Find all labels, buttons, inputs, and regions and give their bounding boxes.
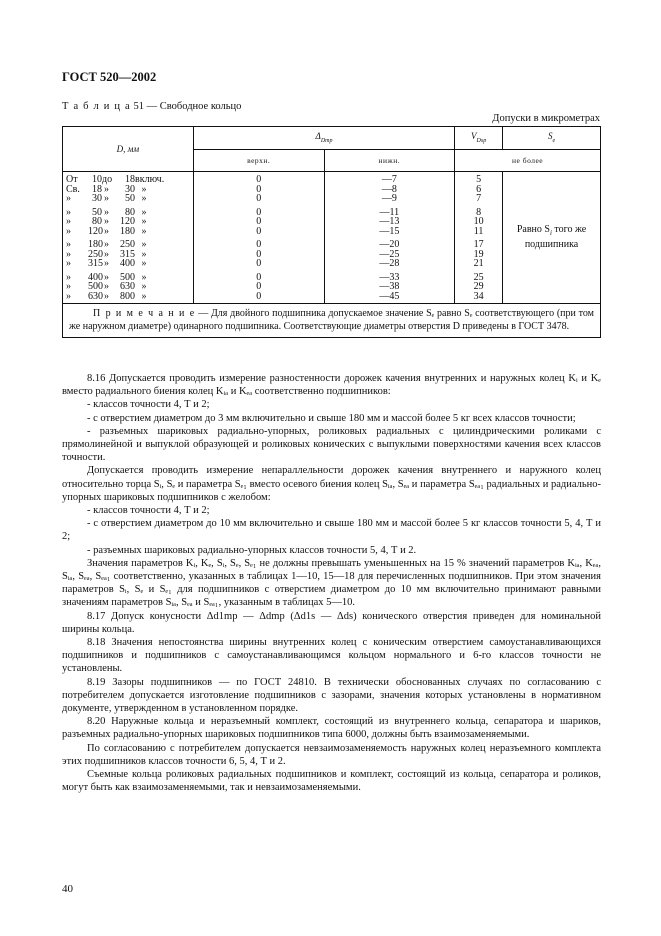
lower-deviation: —11 xyxy=(379,206,400,218)
lower-deviation: —28 xyxy=(379,258,400,269)
header-diameter: D, мм xyxy=(63,127,194,172)
v-dsp-value: 11 xyxy=(473,225,484,237)
lower-column xyxy=(324,172,455,304)
v-dsp-value: 7 xyxy=(476,193,482,204)
diameter-range: » 50 » 80 » xyxy=(66,206,147,218)
header-lower: нижн. xyxy=(324,150,455,172)
body-paragraph: 8.20 Наружные кольца и неразъемный комплект, состоящий из внутреннего кольца, сепаратора и шариков, разъемных радиально-упорных шариковых подшипников типа 6000, должны быть взаимозаменяемыми. xyxy=(62,716,601,741)
diameter-range: » 180 » 250 » xyxy=(66,239,147,250)
v-dsp-value: 17 xyxy=(473,239,484,250)
body-paragraph: - разъемных шариковых радиально-упорных, роликовых радиальных с цилиндрическими роликами с прямолинейной и выпуклой образующей и роликовых конических с выпуклыми поверхностями качения всех классов точности. xyxy=(62,425,601,464)
upper-column xyxy=(193,172,324,304)
v-dsp-value: 10 xyxy=(473,216,484,227)
v-dsp-value: 8 xyxy=(476,206,482,218)
lower-deviation: —45 xyxy=(379,290,400,302)
header-delta-dmp: $\Delta_{Dmp}$ xyxy=(193,127,454,150)
upper-deviation: 0 xyxy=(256,174,262,185)
upper-deviation: 0 xyxy=(256,281,262,292)
header-s-e: $S_e$ xyxy=(503,127,601,150)
body-paragraph: 8.16 Допускается проводить измерение разностенности дорожек качения внутренних и наружных колец Kᵢ и Kₑ вместо радиального биения колец Kᵢₐ и Kₑₐ соответственно подшипников: xyxy=(62,373,601,398)
diameter-column xyxy=(63,172,194,304)
lower-deviation: —8 xyxy=(381,183,397,195)
header-upper: верхн. xyxy=(193,150,324,172)
page-number: 40 xyxy=(62,883,73,895)
diameter-range: » 30 » 50 » xyxy=(66,193,147,204)
document-code-header: ГОСТ 520—2002 xyxy=(62,70,157,84)
upper-deviation: 0 xyxy=(256,225,262,237)
upper-deviation: 0 xyxy=(256,206,262,218)
upper-deviation: 0 xyxy=(256,239,262,250)
diameter-range: » 80 » 120 » xyxy=(66,216,147,227)
header-max: не более xyxy=(455,150,601,172)
s-e-remark: Равно $S_i$ того же подшипника xyxy=(503,172,601,304)
lower-deviation: —38 xyxy=(379,281,400,292)
body-paragraph: - с отверстием диаметром до 3 мм включительно и свыше 180 мм и массой более 5 кг всех классов точности; xyxy=(87,412,576,424)
upper-deviation: 0 xyxy=(256,248,262,260)
body-paragraph: Значения параметров Kᵢ, Kₑ, Sᵢ, Sₑ, Sₑ₁ не должны превышать уменьшенных на 15 % значений параметров Kᵢₐ, Kₑₐ, Sᵢₐ, Sₑₐ, Sₑₐ₁ соответственно, указанных в таблицах 1—10, 15—18 для перечисленных подшипников. При этом значения параметров Sᵢ, Sₑ и Sₑ₁ для подшипников с отверстием диаметром до 10 мм включительно принимают равными значениям параметров Sᵢₐ, Sₑₐ и Sₑₐ₁, указанным в таблицах 5—10. xyxy=(62,557,601,609)
table-caption-title: 51 — Свободное кольцо xyxy=(130,101,242,112)
lower-deviation: —25 xyxy=(379,248,400,260)
body-paragraph: 8.19 Зазоры подшипников — по ГОСТ 24810. В технически обоснованных случаях по согласованию с потребителем допускается изготовление подшипников с зазорами, значения которых установлены в нормативном документе, утвержденном в установленном порядке. xyxy=(62,676,601,715)
v-column xyxy=(455,172,503,304)
body-paragraph: - разъемных шариковых радиально-упорных классов точности 5, 4, Т и 2. xyxy=(87,544,417,556)
body-paragraph: - классов точности 4, Т и 2; xyxy=(87,505,210,517)
upper-deviation: 0 xyxy=(256,290,262,302)
tolerance-table xyxy=(62,126,601,338)
lower-deviation: —13 xyxy=(379,216,400,227)
diameter-range: » 315 » 400 » xyxy=(66,258,147,269)
upper-deviation: 0 xyxy=(256,271,262,283)
upper-deviation: 0 xyxy=(256,216,262,227)
note-label: П р и м е ч а н и е xyxy=(93,308,196,319)
upper-deviation: 0 xyxy=(256,193,262,204)
body-paragraph: По согласованию с потребителем допускается невзаимозаменяемость наружных колец неразъемного комплекта этих подшипников классов точности 6, 5, 4, Т и 2. xyxy=(62,742,601,767)
body-paragraph: 8.18 Значения непостоянства ширины внутренних колец с коническим отверстием самоустанавливающихся подшипников и подшипников с самоустанавливающимся кольцом нормального и 6-го классов точности не установлены. xyxy=(62,637,601,675)
lower-deviation: —15 xyxy=(379,225,400,237)
table-caption-label: Т а б л и ц а xyxy=(62,101,131,112)
v-dsp-value: 6 xyxy=(476,183,482,195)
body-paragraph: Съемные кольца роликовых радиальных подшипников и комплект, состоящий из кольца, сепаратора и роликов, могут быть как взаимозаменяемыми, так и невзаимозаменяемыми. xyxy=(62,769,601,794)
diameter-range: » 630 » 800 » xyxy=(66,290,147,302)
units-note: Допуски в микрометрах xyxy=(492,113,600,124)
body-paragraph: - с отверстием диаметром до 10 мм включительно и свыше 180 мм и массой более 5 кг классов точности 5, 4, Т и 2; xyxy=(62,518,601,543)
lower-deviation: —20 xyxy=(379,239,400,250)
diameter-range: Св. 18 » 30 » xyxy=(66,183,147,195)
header-v-dsp: $V_{Dsp}$ xyxy=(455,127,503,150)
diameter-range: » 500 » 630 » xyxy=(66,281,147,292)
v-dsp-value: 29 xyxy=(473,281,484,292)
lower-deviation: —9 xyxy=(381,193,397,204)
body-paragraph: Допускается проводить измерение непараллельности дорожек качения внутреннего и наружного колец относительно торца Sᵢ, Sₑ и параметра Sₑ₁ вместо осевого биения колец Sᵢₐ, Sₑₐ и параметра Sₑₐ₁ радиальных и радиально-упорных шариковых подшипников с желобом: xyxy=(62,465,601,503)
upper-deviation: 0 xyxy=(256,183,262,195)
body-paragraph: - классов точности 4, Т и 2; xyxy=(87,399,210,411)
diameter-range: От 10 до 18 включ. xyxy=(66,174,165,185)
body-text xyxy=(62,372,601,795)
lower-deviation: —33 xyxy=(379,271,400,283)
table-note xyxy=(63,304,601,338)
v-dsp-value: 21 xyxy=(473,258,484,269)
table-caption xyxy=(62,101,241,112)
body-paragraph: 8.17 Допуск конусности Δd1mp — Δdmp (Δd1s — Δds) конического отверстия приведен для номинальной ширины кольца. xyxy=(62,610,601,635)
v-dsp-value: 25 xyxy=(473,271,484,283)
v-dsp-value: 34 xyxy=(473,290,484,302)
note-text: — Для двойного подшипника допускаемое значение Sₑ равно Sₑ соответствующего (при том же наружном диаметре) одинарного подшипника. Соответствующие диаметры отверстия D приведены в ГОСТ 3478. xyxy=(69,308,594,332)
lower-deviation: —7 xyxy=(381,174,397,185)
v-dsp-value: 19 xyxy=(473,248,484,260)
upper-deviation: 0 xyxy=(256,258,262,269)
diameter-range: » 120 » 180 » xyxy=(66,225,147,237)
v-dsp-value: 5 xyxy=(476,174,482,185)
diameter-range: » 400 » 500 » xyxy=(66,271,147,283)
diameter-range: » 250 » 315 » xyxy=(66,248,147,260)
